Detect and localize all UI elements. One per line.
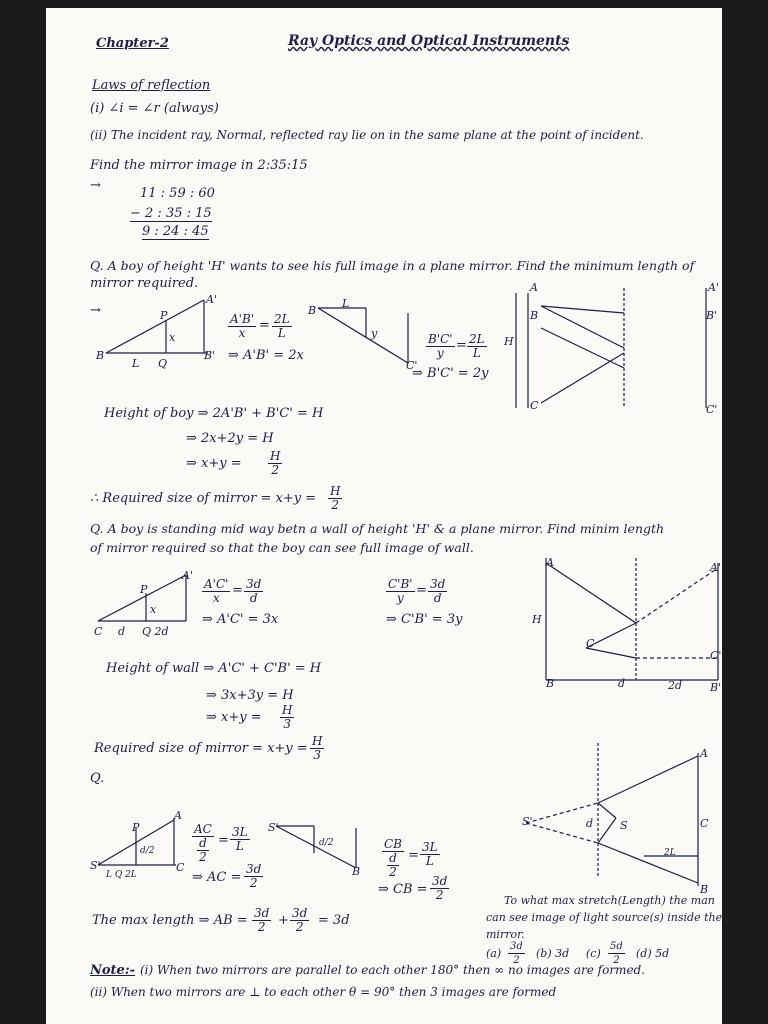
q3-option-a: (a) bbox=[486, 947, 502, 960]
q1-fig3-label-Bp: B' bbox=[706, 309, 718, 322]
q1-fig3-label-B: B bbox=[530, 309, 539, 322]
q3-label: Q. bbox=[90, 771, 105, 786]
q3-f2-eq: = bbox=[408, 848, 419, 863]
q2-f1-eq: = bbox=[232, 583, 243, 598]
time-line-1: 11 : 59 : 60 bbox=[140, 186, 215, 201]
q3-label-P: P bbox=[132, 821, 140, 834]
q3-max-term1: $\frac{3d}{2}$ bbox=[254, 906, 270, 934]
q2-fig3-label-C: C bbox=[586, 637, 595, 650]
q3-label-dhalf: d/2 bbox=[140, 846, 155, 856]
q1-label-P: P bbox=[160, 309, 168, 322]
q2-label-x: x bbox=[150, 603, 157, 616]
q1-f1-result: ⇒ A'B' = 2x bbox=[228, 348, 304, 363]
chapter-label: Chapter-2 bbox=[96, 36, 169, 51]
arrow-1: → bbox=[90, 178, 101, 193]
q2-fig3-label-H: H bbox=[532, 613, 542, 626]
q3-f2-rhs: $\frac{3L}{L}$ bbox=[422, 840, 438, 868]
q3-fig3-label-B: B bbox=[700, 883, 709, 896]
q3-fig3-ray2 bbox=[598, 843, 698, 883]
q2-height-line2: ⇒ 3x+3y = H bbox=[206, 688, 294, 703]
q1-text-line2: mirror required. bbox=[90, 276, 199, 291]
q3-fig2-label-dhalf: d/2 bbox=[319, 838, 334, 848]
q3-fig3-label-2L: 2L bbox=[664, 848, 676, 858]
q1-fig2-label-Cp: C' bbox=[406, 359, 418, 372]
time-line-2: − 2 : 35 : 15 bbox=[130, 206, 212, 221]
q3-side-q1: To what max stretch(Length) the man bbox=[504, 894, 715, 907]
q3-f1-result-frac: $\frac{3d}{2}$ bbox=[246, 862, 262, 890]
q1-fig3-label-H: H bbox=[504, 335, 514, 348]
q3-fig2-ray bbox=[276, 826, 356, 868]
q2-fig3-ext1 bbox=[636, 568, 718, 623]
note-1: (i) When two mirrors are parallel to each other 180° then ∞ no images are formed. bbox=[140, 963, 646, 977]
q3-max-end: = 3d bbox=[318, 913, 350, 928]
page-title: Ray Optics and Optical Instruments bbox=[288, 33, 570, 49]
q3-fig3-src2 bbox=[598, 818, 616, 843]
q2-required-frac: $\frac{H}{3}$ bbox=[312, 734, 323, 762]
q1-fig2-label-L: L bbox=[342, 297, 350, 310]
q3-max-length: The max length ⇒ AB = bbox=[92, 913, 248, 928]
q1-fig2-ray bbox=[318, 308, 408, 363]
q2-fig3-label-Cp: C' bbox=[710, 649, 722, 662]
q2-fig3-label-Bp: B' bbox=[710, 681, 722, 694]
q1-required-frac: $\frac{H}{2}$ bbox=[330, 484, 341, 512]
q2-height-line3: ⇒ x+y = bbox=[206, 710, 262, 725]
q3-option-b: (b) 3d bbox=[536, 947, 570, 960]
q1-label-Bp: B' bbox=[204, 349, 216, 362]
q2-label-q2d: Q 2d bbox=[142, 625, 169, 638]
q1-fig3-label-Ap: A' bbox=[708, 281, 719, 294]
q1-f1-lhs: $\frac{A'B'}{x}$ bbox=[230, 312, 255, 340]
notebook-page bbox=[46, 8, 722, 1024]
notes-label: Note:- bbox=[90, 963, 136, 978]
q3-max-term2: $\frac{3d}{2}$ bbox=[292, 906, 308, 934]
q1-fig3-label-C: C bbox=[530, 399, 539, 412]
q1-fig3-ray4 bbox=[541, 328, 624, 368]
q1-label-L: L bbox=[132, 357, 140, 370]
q3-fig3-label-C: C bbox=[700, 817, 709, 830]
q1-height-line3: ⇒ x+y = bbox=[186, 456, 242, 471]
q1-fig3-ray3 bbox=[541, 353, 624, 403]
law-2: (ii) The incident ray, Normal, reflected ray lie on in the same plane at the point of incident. bbox=[90, 128, 644, 142]
law-1: (i) ∠i = ∠r (always) bbox=[90, 101, 219, 116]
q1-label-QL: Q bbox=[158, 357, 168, 370]
q3-option-d: (d) 5d bbox=[636, 947, 670, 960]
q2-f2-lhs: $\frac{C'B'}{y}$ bbox=[388, 577, 413, 605]
q3-fig3-ray1 bbox=[598, 756, 698, 803]
q2-f1-rhs: $\frac{3d}{d}$ bbox=[246, 577, 262, 605]
q2-fig3-ray1 bbox=[546, 563, 636, 623]
q2-f1-lhs: $\frac{A'C'}{x}$ bbox=[204, 577, 229, 605]
q2-fig3-label-Ap: A' bbox=[710, 561, 721, 574]
q1-label-x: x bbox=[169, 331, 176, 344]
q1-text-line1: Q. A boy of height 'H' wants to see his full image in a plane mirror. Find the minimum length of bbox=[90, 258, 695, 273]
q3-fig3-label-Sp: S' bbox=[522, 815, 533, 828]
image-time-question: Find the mirror image in 2:35:15 bbox=[90, 158, 308, 173]
q3-f2-lhs: CB d 2 bbox=[384, 837, 402, 879]
q3-label-A: A bbox=[174, 809, 182, 822]
q2-fig3-label-d: d bbox=[618, 677, 626, 690]
q2-fig3-label-B: B bbox=[546, 677, 555, 690]
q2-height-line1: Height of wall ⇒ A'C' + C'B' = H bbox=[106, 661, 322, 676]
q2-label-P: P bbox=[140, 583, 148, 596]
q3-option-c-frac: $\frac{5d}{2}$ bbox=[610, 941, 623, 966]
q2-f1-result: ⇒ A'C' = 3x bbox=[202, 612, 279, 627]
q1-f1-rhs: $\frac{2L}{L}$ bbox=[274, 312, 290, 340]
q3-label-Sp: S' bbox=[90, 859, 101, 872]
q1-required: ∴ Required size of mirror = x+y = bbox=[90, 491, 317, 506]
q2-f2-rhs: $\frac{3d}{d}$ bbox=[430, 577, 446, 605]
q1-height-line1: Height of boy ⇒ 2A'B' + B'C' = H bbox=[104, 406, 324, 421]
q2-required: Required size of mirror = x+y = bbox=[94, 741, 308, 756]
q1-height-frac: $\frac{H}{2}$ bbox=[270, 449, 281, 477]
q3-f2-result-frac: $\frac{3d}{2}$ bbox=[432, 874, 448, 902]
q3-f1-result: ⇒ AC = bbox=[192, 870, 242, 885]
q2-text-line1: Q. A boy is standing mid way betn a wall of height 'H' & a plane mirror. Find minim length bbox=[90, 521, 665, 536]
q1-fig2-label-y: y bbox=[371, 327, 378, 340]
q3-fig3-label-S: S bbox=[620, 819, 628, 832]
q1-f2-rhs: $\frac{2L}{L}$ bbox=[469, 332, 485, 360]
q2-fig3-label-2d: 2d bbox=[668, 679, 683, 692]
q3-f1-lhs: AC d 2 bbox=[194, 822, 212, 864]
q3-max-plus: + bbox=[278, 913, 289, 928]
q1-fig3-label-A: A bbox=[530, 281, 538, 294]
time-line-3: 9 : 24 : 45 bbox=[142, 224, 209, 239]
laws-heading: Laws of reflection bbox=[92, 78, 211, 93]
q1-arrow: → bbox=[90, 303, 101, 318]
q2-text-line2: of mirror required so that the boy can see full image of wall. bbox=[90, 540, 474, 555]
q3-fig2-label-Sp: S' bbox=[268, 821, 279, 834]
q3-f1-eq: = bbox=[218, 833, 229, 848]
q1-fig3-label-Cp: C' bbox=[706, 403, 718, 416]
q3-fig3-label-A: A bbox=[700, 747, 708, 760]
q2-label-Ap: A' bbox=[182, 569, 193, 582]
q3-label-L2L: L Q 2L bbox=[106, 870, 137, 880]
q1-label-Ap: A' bbox=[206, 293, 217, 306]
q2-f2-eq: = bbox=[416, 583, 427, 598]
q3-f2-result: ⇒ CB = bbox=[378, 882, 428, 897]
q3-f1-rhs: $\frac{3L}{L}$ bbox=[232, 825, 248, 853]
q3-option-a-frac: $\frac{3d}{2}$ bbox=[510, 941, 523, 966]
q2-height-frac: $\frac{H}{3}$ bbox=[282, 703, 293, 731]
q3-side-q2: can see image of light source(s) inside the bbox=[486, 911, 722, 924]
q1-f2-result: ⇒ B'C' = 2y bbox=[412, 366, 489, 381]
q3-fig3-label-d: d bbox=[586, 817, 594, 830]
note-2: (ii) When two mirrors are ⊥ to each other θ = 90° then 3 images are formed bbox=[90, 985, 557, 999]
q1-height-line2: ⇒ 2x+2y = H bbox=[186, 431, 274, 446]
q1-f2-lhs: $\frac{B'C'}{y}$ bbox=[428, 332, 453, 360]
q2-label-C: C bbox=[94, 625, 103, 638]
q2-label-d: d bbox=[118, 625, 126, 638]
q1-f2-eq: = bbox=[456, 338, 467, 353]
q3-fig3-src1 bbox=[598, 803, 616, 818]
q1-f1-eq: = bbox=[259, 318, 270, 333]
q1-label-B: B bbox=[96, 349, 105, 362]
q3-side-q3: mirror. bbox=[486, 928, 525, 941]
q3-label-C: C bbox=[176, 861, 185, 874]
q1-fig1-ray bbox=[106, 300, 204, 353]
q1-fig2-label-B: B bbox=[308, 304, 317, 317]
q2-fig3-label-A: A bbox=[546, 556, 554, 569]
q3-option-c: (c) bbox=[586, 947, 601, 960]
q2-f2-result: ⇒ C'B' = 3y bbox=[386, 612, 463, 627]
q3-fig2-label-B: B bbox=[352, 865, 361, 878]
